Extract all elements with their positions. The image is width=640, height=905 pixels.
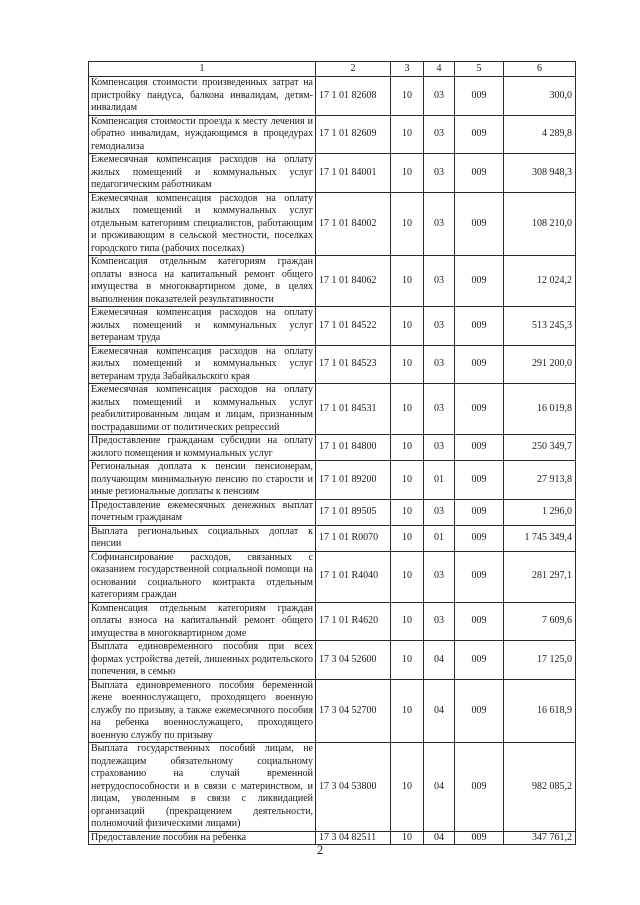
- row-amount-cell: 1 745 349,4: [504, 525, 576, 551]
- table-row: [89, 641, 576, 680]
- row-name-cell: Компенсация отдельным категориям граждан оплаты взноса на капитальный ремонт общего имущества в многоквартирном доме, в целях выполнения показателей результативности: [89, 256, 316, 307]
- table-row: [89, 525, 576, 551]
- budget-table: [88, 61, 576, 845]
- row-type-cell: 009: [455, 77, 504, 116]
- header-cell-1: 1: [89, 62, 316, 77]
- row-name-cell: Выплата региональных социальных доплат к пенсии: [89, 525, 316, 551]
- row-section-cell: 10: [391, 115, 424, 154]
- row-name-cell: Выплата единовременного пособия беременной жене военнослужащего, проходящего военную службу по призыву, а также ежемесячного пособия на ребенка военнослужащего, проходящего военную службу по призыву: [89, 679, 316, 743]
- row-type-cell: 009: [455, 115, 504, 154]
- row-subsection-cell: 03: [424, 435, 455, 461]
- row-code-cell: 17 3 04 53800: [316, 743, 391, 832]
- row-section-cell: 10: [391, 77, 424, 116]
- header-cell-5: 5: [455, 62, 504, 77]
- row-subsection-cell: 03: [424, 307, 455, 346]
- row-subsection-cell: 03: [424, 256, 455, 307]
- row-section-cell: 10: [391, 831, 424, 845]
- row-section-cell: 10: [391, 345, 424, 384]
- row-name-cell: Компенсация стоимости произведенных затрат на пристройку пандуса, балкона инвалидам, детям-инвалидам: [89, 77, 316, 116]
- row-type-cell: 009: [455, 499, 504, 525]
- row-name-cell: Ежемесячная компенсация расходов на оплату жилых помещений и коммунальных услуг отдельным категориям специалистов, работающим и проживающим в сельской местности, поселках городского типа (рабочих поселках): [89, 192, 316, 256]
- row-amount-cell: 17 125,0: [504, 641, 576, 680]
- table-row: [89, 77, 576, 116]
- table-row: [89, 192, 576, 256]
- row-type-cell: 009: [455, 154, 504, 193]
- row-code-cell: 17 1 01 84523: [316, 345, 391, 384]
- row-amount-cell: 281 297,1: [504, 551, 576, 602]
- row-name-cell: Предоставление гражданам субсидии на оплату жилого помещения и коммунальных услуг: [89, 435, 316, 461]
- row-section-cell: 10: [391, 256, 424, 307]
- row-type-cell: 009: [455, 831, 504, 845]
- row-subsection-cell: 04: [424, 743, 455, 832]
- row-code-cell: 17 1 01 R4620: [316, 602, 391, 641]
- row-amount-cell: 300,0: [504, 77, 576, 116]
- row-section-cell: 10: [391, 461, 424, 500]
- row-name-cell: Ежемесячная компенсация расходов на оплату жилых помещений и коммунальных услуг ветеранам труда: [89, 307, 316, 346]
- row-subsection-cell: 03: [424, 77, 455, 116]
- row-code-cell: 17 1 01 84531: [316, 384, 391, 435]
- row-type-cell: 009: [455, 679, 504, 743]
- header-cell-3: 3: [391, 62, 424, 77]
- row-code-cell: 17 3 04 82511: [316, 831, 391, 845]
- row-subsection-cell: 01: [424, 525, 455, 551]
- row-type-cell: 009: [455, 551, 504, 602]
- row-name-cell: Софинансирование расходов, связанных с оказанием государственной социальной помощи на основании социального контракта отдельным категориям граждан: [89, 551, 316, 602]
- row-subsection-cell: 01: [424, 461, 455, 500]
- row-type-cell: 009: [455, 461, 504, 500]
- table-row: [89, 743, 576, 832]
- row-type-cell: 009: [455, 525, 504, 551]
- row-section-cell: 10: [391, 307, 424, 346]
- row-code-cell: 17 1 01 82608: [316, 77, 391, 116]
- row-amount-cell: 308 948,3: [504, 154, 576, 193]
- row-subsection-cell: 03: [424, 499, 455, 525]
- row-amount-cell: 982 085,2: [504, 743, 576, 832]
- row-amount-cell: 291 200,0: [504, 345, 576, 384]
- row-name-cell: Компенсация отдельным категориям граждан оплаты взноса на капитальный ремонт общего имущества в многоквартирном доме: [89, 602, 316, 641]
- row-code-cell: 17 1 01 R4040: [316, 551, 391, 602]
- row-type-cell: 009: [455, 435, 504, 461]
- row-code-cell: 17 1 01 82609: [316, 115, 391, 154]
- row-amount-cell: 250 349,7: [504, 435, 576, 461]
- row-name-cell: Предоставление пособия на ребенка: [89, 831, 316, 845]
- row-section-cell: 10: [391, 499, 424, 525]
- header-row: [89, 62, 576, 77]
- row-type-cell: 009: [455, 384, 504, 435]
- row-type-cell: 009: [455, 256, 504, 307]
- row-section-cell: 10: [391, 743, 424, 832]
- table-row: [89, 499, 576, 525]
- row-section-cell: 10: [391, 602, 424, 641]
- page-number: 2: [316, 842, 324, 857]
- table-row: [89, 602, 576, 641]
- row-subsection-cell: 04: [424, 831, 455, 845]
- row-subsection-cell: 03: [424, 551, 455, 602]
- row-code-cell: 17 1 01 84522: [316, 307, 391, 346]
- row-code-cell: 17 1 01 R0070: [316, 525, 391, 551]
- row-code-cell: 17 1 01 89505: [316, 499, 391, 525]
- row-section-cell: 10: [391, 384, 424, 435]
- row-type-cell: 009: [455, 345, 504, 384]
- row-section-cell: 10: [391, 435, 424, 461]
- header-cell-4: 4: [424, 62, 455, 77]
- row-amount-cell: 1 296,0: [504, 499, 576, 525]
- row-name-cell: Выплата государственных пособий лицам, не подлежащим обязательному социальному страхованию на случай временной нетрудоспособности и в связи с материнством, и лицам, уволенным в связи с ликвидацией организаций (прекращением деятельности, полномочий физическими лицами): [89, 743, 316, 832]
- table-row: [89, 679, 576, 743]
- row-name-cell: Ежемесячная компенсация расходов на оплату жилых помещений и коммунальных услуг педагогическим работникам: [89, 154, 316, 193]
- row-amount-cell: 347 761,2: [504, 831, 576, 845]
- row-amount-cell: 16 019,8: [504, 384, 576, 435]
- row-code-cell: 17 1 01 84062: [316, 256, 391, 307]
- row-type-cell: 009: [455, 192, 504, 256]
- row-amount-cell: 27 913,8: [504, 461, 576, 500]
- row-code-cell: 17 1 01 84001: [316, 154, 391, 193]
- row-name-cell: Региональная доплата к пенсии пенсионерам, получающим минимальную пенсию по старости и иные региональные доплаты к пенсиям: [89, 461, 316, 500]
- table-row: [89, 435, 576, 461]
- row-section-cell: 10: [391, 154, 424, 193]
- row-name-cell: Компенсация стоимости проезда к месту лечения и обратно инвалидам, нуждающимся в процедурах гемодиализа: [89, 115, 316, 154]
- row-amount-cell: 108 210,0: [504, 192, 576, 256]
- row-type-cell: 009: [455, 743, 504, 832]
- row-code-cell: 17 3 04 52700: [316, 679, 391, 743]
- row-section-cell: 10: [391, 641, 424, 680]
- row-type-cell: 009: [455, 307, 504, 346]
- row-type-cell: 009: [455, 641, 504, 680]
- table-row: [89, 154, 576, 193]
- table-row: [89, 307, 576, 346]
- row-section-cell: 10: [391, 551, 424, 602]
- row-amount-cell: 513 245,3: [504, 307, 576, 346]
- row-code-cell: 17 1 01 84800: [316, 435, 391, 461]
- row-amount-cell: 16 618,9: [504, 679, 576, 743]
- row-subsection-cell: 03: [424, 192, 455, 256]
- table-row: [89, 256, 576, 307]
- row-subsection-cell: 03: [424, 602, 455, 641]
- table-row: [89, 461, 576, 500]
- row-amount-cell: 4 289,8: [504, 115, 576, 154]
- row-amount-cell: 12 024,2: [504, 256, 576, 307]
- row-code-cell: 17 1 01 89200: [316, 461, 391, 500]
- row-name-cell: Выплата единовременного пособия при всех формах устройства детей, лишенных родительского попечения, в семью: [89, 641, 316, 680]
- row-section-cell: 10: [391, 679, 424, 743]
- row-name-cell: Предоставление ежемесячных денежных выплат почетным гражданам: [89, 499, 316, 525]
- row-subsection-cell: 04: [424, 641, 455, 680]
- row-subsection-cell: 04: [424, 679, 455, 743]
- row-subsection-cell: 03: [424, 115, 455, 154]
- row-type-cell: 009: [455, 602, 504, 641]
- header-cell-6: 6: [504, 62, 576, 77]
- row-subsection-cell: 03: [424, 384, 455, 435]
- row-section-cell: 10: [391, 192, 424, 256]
- row-subsection-cell: 03: [424, 154, 455, 193]
- table-row: [89, 551, 576, 602]
- row-subsection-cell: 03: [424, 345, 455, 384]
- row-name-cell: Ежемесячная компенсация расходов на оплату жилых помещений и коммунальных услуг реабилитированным лицам и лицам, признанным пострадавшими от политических репрессий: [89, 384, 316, 435]
- row-code-cell: 17 1 01 84002: [316, 192, 391, 256]
- row-amount-cell: 7 609,6: [504, 602, 576, 641]
- row-name-cell: Ежемесячная компенсация расходов на оплату жилых помещений и коммунальных услуг ветеранам труда Забайкальского края: [89, 345, 316, 384]
- row-section-cell: 10: [391, 525, 424, 551]
- table-row: [89, 384, 576, 435]
- row-code-cell: 17 3 04 52600: [316, 641, 391, 680]
- table-body: [89, 77, 576, 845]
- table-row: [89, 345, 576, 384]
- header-cell-2: 2: [316, 62, 391, 77]
- table-row: [89, 115, 576, 154]
